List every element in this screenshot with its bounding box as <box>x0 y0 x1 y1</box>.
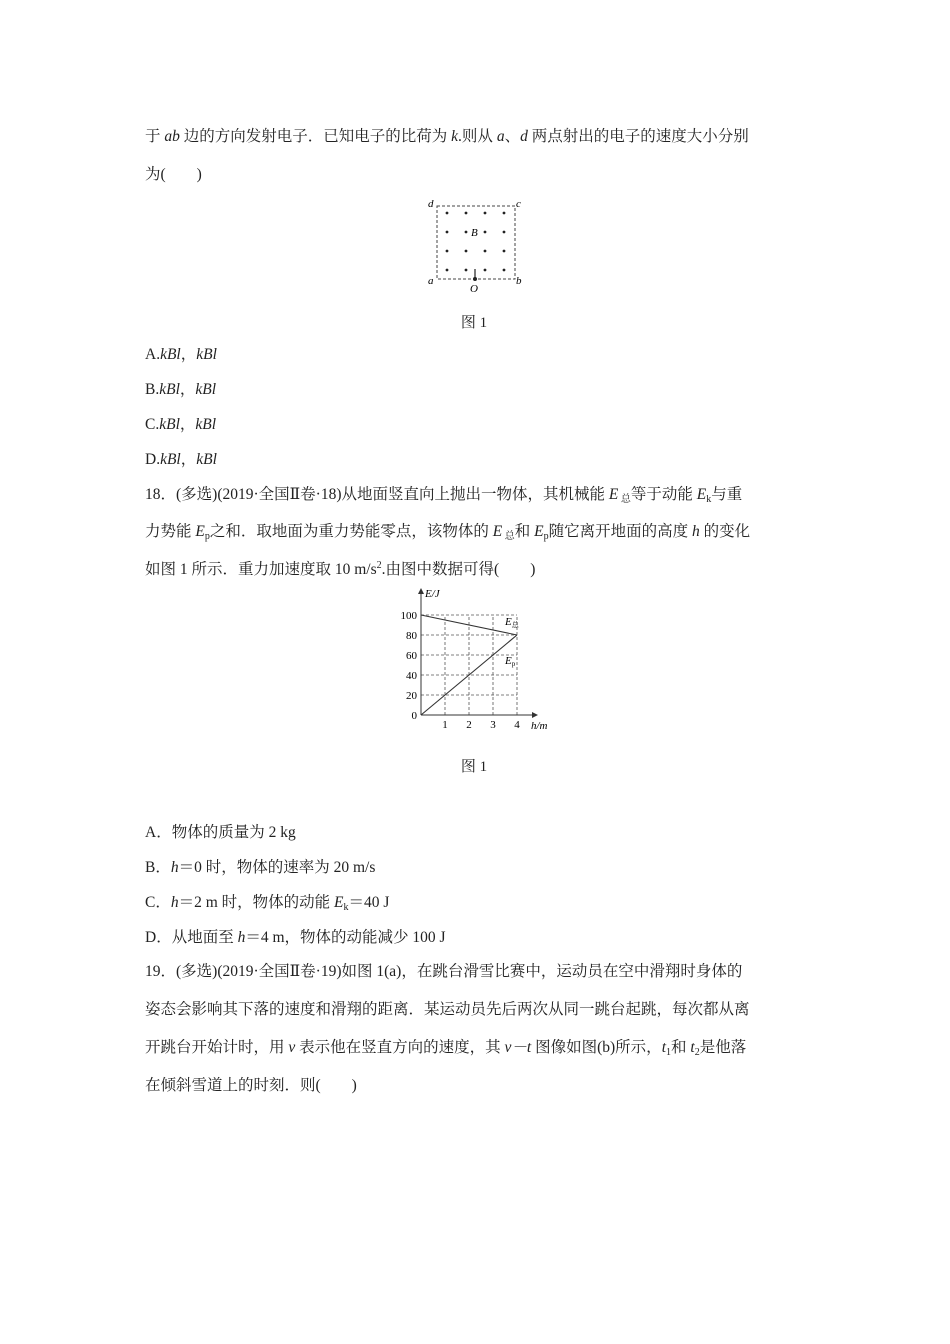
q18-line-3: 如图 1 所示．重力加速度取 10 $m/s^2$.由图中数据可得( ) <box>145 560 536 578</box>
q19-line-2: 姿态会影响其下落的速度和滑翔的距离．某运动员先后两次从同一跳台起跳，每次都从离 <box>145 1001 750 1018</box>
label-d: d <box>428 198 434 210</box>
field-dots <box>446 212 506 272</box>
field-boundary <box>437 206 515 279</box>
figure-1-caption-a: 图 1 <box>460 315 488 331</box>
y-tick-20: 20 <box>406 690 417 702</box>
q19-line-4: 在倾斜雪道上的时刻．则( ) <box>145 1077 357 1094</box>
q18-option-d: D．从地面至 h＝4 m，物体的动能减少 100 J <box>145 929 446 946</box>
x-tick-1: 1 <box>442 719 448 731</box>
q17-option-a: A.kBl，kBl <box>145 346 217 363</box>
q17-line-2: 为( ) <box>145 166 202 183</box>
label-B: B <box>471 227 478 239</box>
x-tick-2: 2 <box>466 719 472 731</box>
magnetic-field-figure <box>420 195 530 295</box>
q18-option-b: B．h＝0 时，物体的速率为 20 m/s <box>145 859 376 876</box>
q17-option-b: B.kBl，kBl <box>145 381 217 398</box>
energy-height-chart <box>385 585 570 735</box>
y-axis-label: E/J <box>425 588 440 600</box>
q18-option-a: A．物体的质量为 2 kg <box>145 824 296 841</box>
q18-line-2: 力势能 $E_p$之和．取地面为重力势能零点，该物体的 E $_总$和 $E_p$随它离开地面的高度 h 的变化 <box>145 523 751 542</box>
label-b: b <box>516 275 522 287</box>
q17-option-d: D.kBl，kBl <box>145 451 217 468</box>
q19-line-3: 开跳台开始计时，用 v 表示他在竖直方向的速度，其 v－t 图像如图(b)所示，$t_1$和 $t_2$是他落 <box>145 1039 747 1058</box>
x-tick-3: 3 <box>490 719 496 731</box>
q19-line-1: 19．(多选)(2019·全国Ⅱ卷·19)如图 1(a)，在跳台滑雪比赛中，运动员在空中滑翔时身体的 <box>145 963 743 980</box>
y-tick-100: 100 <box>400 610 417 622</box>
x-tick-4: 4 <box>514 719 520 731</box>
figure-1-caption-b: 图 1 <box>460 759 488 775</box>
label-a: a <box>428 275 434 287</box>
y-tick-60: 60 <box>406 650 417 662</box>
series-label-ep: Ep <box>505 655 516 668</box>
y-tick-0: 0 <box>411 710 417 722</box>
label-O: O <box>470 283 478 295</box>
q17-option-c: C.kBl，kBl <box>145 416 217 433</box>
y-tick-80: 80 <box>406 630 417 642</box>
q17-line-1: 于 ab 边的方向发射电子．已知电子的比荷为 k.则从 a、d 两点射出的电子的速度大小分别 <box>145 128 749 145</box>
q18-option-c: C．h＝2 m 时，物体的动能 $E_k=40$ J <box>145 894 390 913</box>
label-c: c <box>516 198 521 210</box>
q18-line-1: 18．(多选)(2019·全国Ⅱ卷·18)从地面竖直向上抛出一物体，其机械能 E $_总$等于动能 $E_k$与重 <box>145 486 743 505</box>
x-axis-label: h/m <box>531 720 548 732</box>
series-label-e-total: E总 <box>505 616 519 629</box>
y-tick-40: 40 <box>406 670 417 682</box>
